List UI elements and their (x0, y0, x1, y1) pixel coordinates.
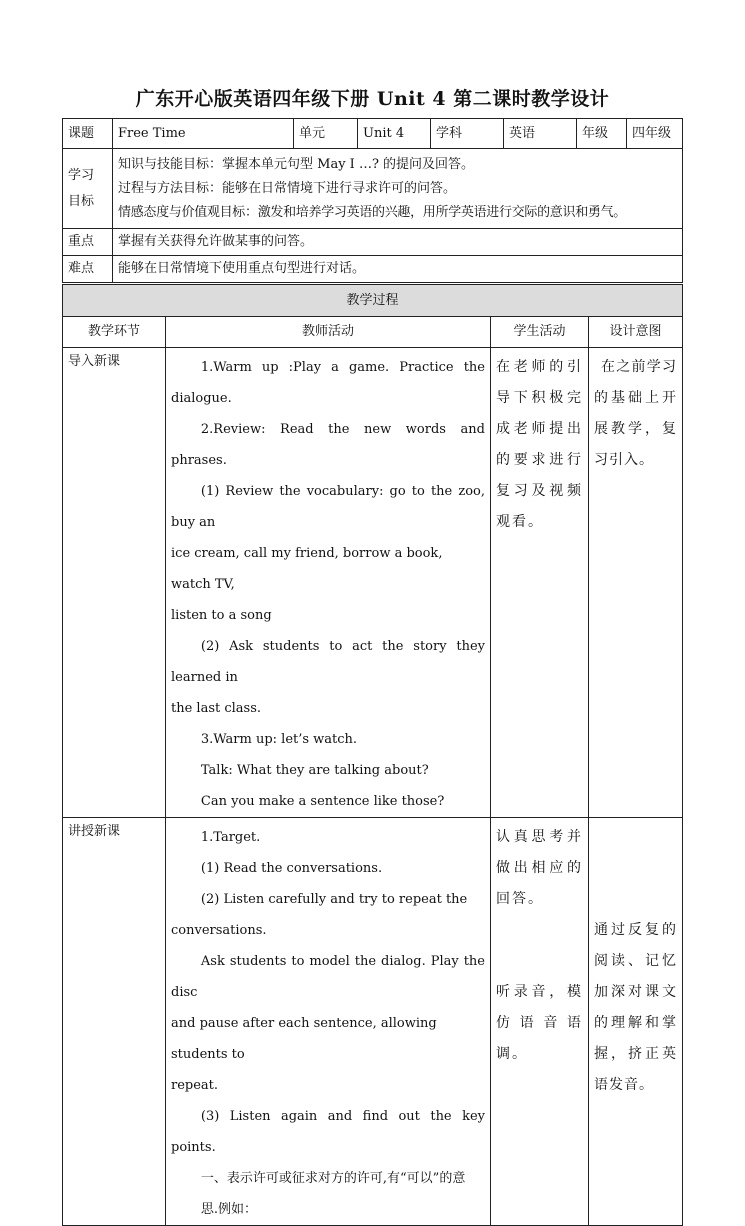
intent-text: 在之前学习的基础上开展教学，复习引入。 (594, 359, 678, 468)
objectives-label (63, 149, 113, 229)
teacher-activity-intro (166, 348, 491, 818)
student-activity-intro (491, 348, 589, 818)
teacher-line: (2) Listen carefully and try to repeat the (200, 892, 468, 907)
student-text-1: 认真思考并做出相应的回答。 (496, 829, 583, 907)
objective-knowledge: 知识与技能目标：掌握本单元句型 May I …? 的提问及回答。 (118, 156, 475, 172)
process-row-intro (63, 348, 683, 818)
teacher-line: 一、表示许可或征求对方的许可,有“可以”的意 (200, 1171, 466, 1186)
objective-attitude: 情感态度与价值观目标：激发和培养学习英语的兴趣，用所学英语进行交际的意识和勇气。 (118, 204, 627, 220)
teacher-line: and pause after each sentence, allowing students to (171, 1016, 437, 1062)
intent-text: 通过反复的阅读、记忆加深对课文的理解和掌握，挤正英语发音。 (594, 922, 678, 1093)
topic-label: 课题 (63, 119, 113, 149)
info-row-topic (63, 119, 683, 149)
teacher-line: ice cream, call my friend, borrow a book, watch TV, (171, 546, 443, 592)
student-text-2: 听录音，模仿语音语调。 (496, 984, 583, 1062)
process-header-row (63, 317, 683, 348)
design-intent-new (589, 818, 683, 1226)
process-row-new (63, 818, 683, 1226)
document-title: 广东开心版英语四年级下册 Unit 4 第二课时教学设计 (135, 88, 610, 110)
teacher-line: conversations. (171, 923, 267, 938)
header-stage: 教学环节 (63, 317, 166, 348)
stage-intro: 导入新课 (63, 348, 166, 818)
key-value: 掌握有关获得允许做某事的问答。 (113, 229, 683, 256)
teacher-line: the last class. (171, 701, 262, 716)
objectives-label-line-2: 目标 (68, 193, 95, 209)
teacher-line: (1) Review the vocabulary: go to the zoo, buy an (171, 484, 485, 530)
header-teacher: 教师活动 (166, 317, 491, 348)
info-row-objectives (63, 149, 683, 229)
info-row-difficulty (63, 256, 683, 283)
objective-process: 过程与方法目标：能够在日常情境下进行寻求许可的问答。 (118, 180, 457, 196)
header-student: 学生活动 (491, 317, 589, 348)
grade-value: 四年级 (627, 119, 683, 149)
design-intent-intro (589, 348, 683, 818)
teacher-line: (3) Listen again and find out the key points. (171, 1109, 485, 1155)
teacher-line: 3.Warm up: let’s watch. (200, 732, 358, 747)
unit-value: Unit 4 (358, 119, 431, 149)
teacher-line: (2) Ask students to act the story they learned in (171, 639, 485, 685)
topic-value: Free Time (113, 119, 294, 149)
teacher-line: 思.例如： (200, 1202, 258, 1217)
student-activity-new (491, 818, 589, 1226)
teacher-activity-new (166, 818, 491, 1226)
objectives-content (113, 149, 683, 229)
process-table (62, 284, 683, 1226)
difficulty-value: 能够在日常情境下使用重点句型进行对话。 (113, 256, 683, 283)
teacher-line: listen to a song (171, 608, 272, 623)
teacher-line: Talk: What they are talking about? (200, 763, 429, 778)
process-section-row (63, 285, 683, 317)
teacher-line: 2.Review: Read the new words and phrases. (171, 422, 485, 468)
header-intent: 设计意图 (589, 317, 683, 348)
process-section-title: 教学过程 (63, 285, 683, 317)
teacher-line: 1.Warm up :Play a game. Practice the dialogue. (171, 360, 485, 406)
subject-label: 学科 (431, 119, 504, 149)
objectives-label-line-1: 学习 (68, 167, 95, 183)
key-label: 重点 (63, 229, 113, 256)
subject-value: 英语 (504, 119, 577, 149)
info-table (62, 118, 683, 283)
stage-new: 讲授新课 (63, 818, 166, 1226)
difficulty-label: 难点 (63, 256, 113, 283)
teacher-line: Ask students to model the dialog. Play the disc (171, 954, 485, 1000)
teacher-line: 1.Target. (200, 830, 261, 845)
unit-label: 单元 (294, 119, 358, 149)
teacher-line: (1) Read the conversations. (200, 861, 383, 876)
teacher-line: repeat. (171, 1078, 219, 1093)
teacher-line: Can you make a sentence like those? (200, 794, 445, 809)
student-text: 在老师的引导下积极完成老师提出的要求进行复习及视频观看。 (496, 359, 583, 530)
grade-label: 年级 (577, 119, 627, 149)
info-row-key (63, 229, 683, 256)
